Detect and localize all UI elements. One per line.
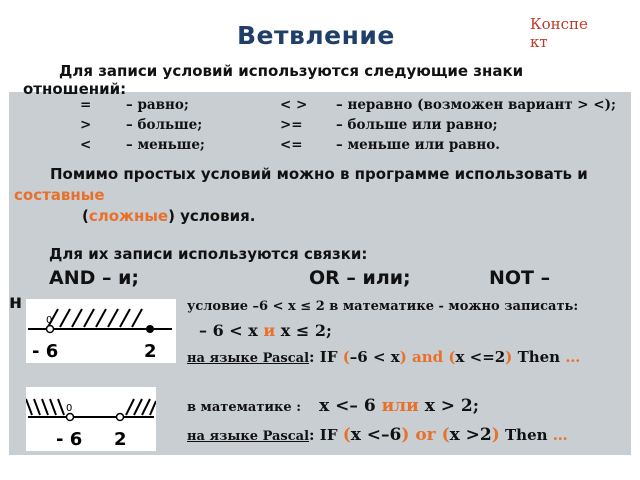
- operator-sign: >: [80, 117, 92, 133]
- operator-meaning: – меньше или равно.: [336, 137, 501, 153]
- slide-title: Ветвление: [237, 21, 395, 50]
- example2-math: в математике : x <– 6 или x > 2;: [187, 396, 480, 416]
- link-and: AND – и;: [49, 267, 140, 289]
- link-not: NOT –: [489, 267, 551, 289]
- axis-left-label: - 6: [56, 429, 83, 450]
- example1-condition: условие –6 < x ≤ 2 в математике - можно записать:: [187, 299, 579, 314]
- link-not-cont: н: [9, 291, 23, 313]
- slide: [9, 9, 631, 471]
- slide-footer-strip: [9, 455, 631, 471]
- complex-word: сложные: [88, 207, 169, 225]
- operator-meaning: – больше или равно;: [336, 117, 498, 133]
- intro-text: Для записи условий используются следующие знаки отношений:: [23, 62, 524, 98]
- operator-meaning: – равно;: [126, 97, 189, 113]
- example2-pascal: на языке Pascal: IF (x <–6) or (x >2) Then …: [187, 425, 568, 445]
- axis-zero-label: 0: [46, 315, 53, 326]
- link-or: OR – или;: [309, 267, 411, 289]
- axis-right-label: 2: [144, 341, 157, 362]
- operator-meaning: – неравно (возможен вариант > <);: [336, 97, 616, 113]
- operator-meaning: – больше;: [126, 117, 203, 133]
- example1-math: – 6 < x и x ≤ 2;: [199, 321, 332, 340]
- operator-sign: < >: [280, 97, 308, 113]
- number-line-interval: [26, 299, 176, 363]
- operator-sign: >=: [280, 117, 303, 133]
- axis-left-label: - 6: [32, 341, 59, 362]
- operator-meaning: – меньше;: [126, 137, 205, 153]
- compound-word: составные: [14, 186, 105, 204]
- number-line-union: [26, 387, 156, 451]
- operator-sign: =: [80, 97, 92, 113]
- links-intro: Для их записи используются связки:: [49, 245, 368, 263]
- axis-zero-label: 0: [66, 403, 73, 414]
- compound-conditions-paragraph: Помимо простых условий можно в программе использовать и составные (сложные) условия.: [14, 165, 588, 225]
- operator-sign: <: [80, 137, 92, 153]
- example1-pascal: на языке Pascal: IF (–6 < x) and (x <=2) Then …: [187, 348, 581, 366]
- para-text: Помимо простых условий можно в программе использовать и: [50, 165, 588, 183]
- axis-right-label: 2: [114, 429, 127, 450]
- konspekt-label: Конспект: [530, 15, 588, 51]
- operator-sign: <=: [280, 137, 303, 153]
